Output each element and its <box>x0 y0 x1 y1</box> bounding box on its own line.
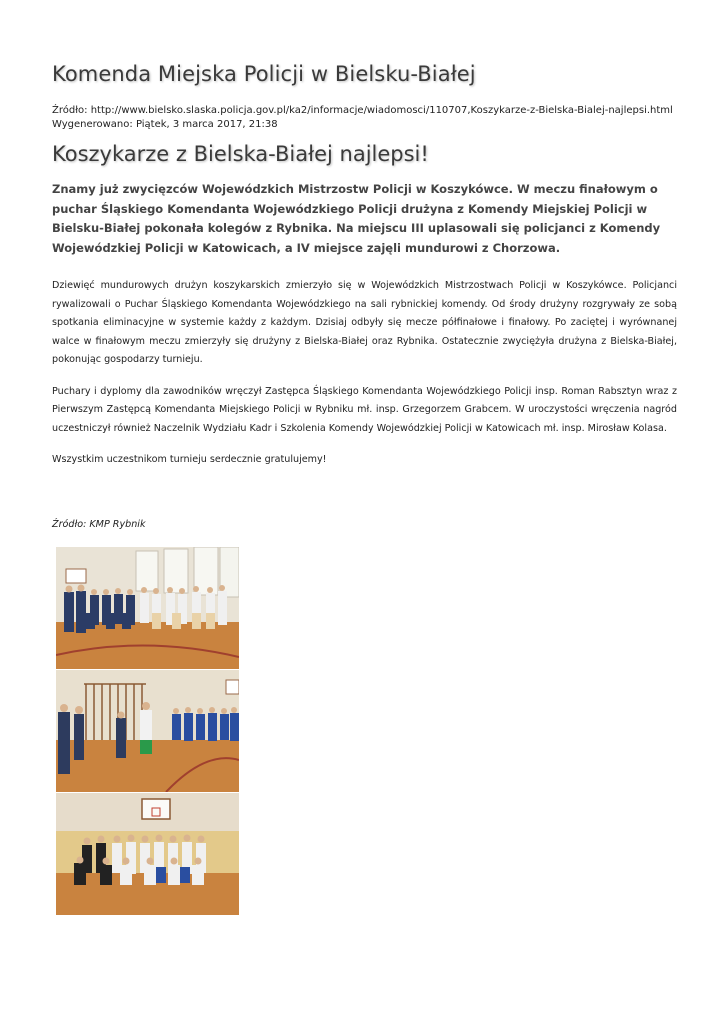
body-paragraph-3: Wszystkim uczestnikom turnieju serdecznie gratulujemy! <box>52 454 327 465</box>
photo-team-group-1 <box>56 547 239 669</box>
photo-source: Źródło: KMP Rybnik <box>52 519 146 530</box>
source-url-line: Źródło: http://www.bielsko.slaska.policja.gov.pl/ka2/informacje/wiadomosci/110707,Koszykarze-z-Bielska-Bialej-najlepsi.html <box>52 105 673 116</box>
body-paragraph-2: Puchary i dyplomy dla zawodników wręczył Zastępca Śląskiego Komendanta Wojewódzkiego Policji insp. Roman Rabsztyn wraz z Pierwszym Zastępcą Komendanta Miejskiego Policji w Rybniku mł. insp. Grzegorzem Grabcem. W uroczystości wręczenia nagród uczestniczył również Naczelnik Wydziału Kadr i Szkolenia Komendy Wojewódzkiej Policji w Katowicach mł. insp. Mirosław Kolasa. <box>52 385 677 434</box>
meta-info <box>52 104 692 132</box>
article-lead: Znamy już zwycięzców Wojewódzkich Mistrzostw Policji w Koszykówce. W meczu finałowym o puchar Śląskiego Komendanta Wojewódzkiego Policji drużyna z Komendy Miejskiej Policji w Bielsku-Białej pokonała kolegów z Rybnika. Na miejscu III uplasowali się policjanci z Komendy Wojewódzkiej Policji w Katowicach, a IV miejsce zajęli mundurowi z Chorzowa. <box>52 182 661 255</box>
photo-award-ceremony <box>56 670 239 792</box>
body-paragraph-1: Dziewięć mundurowych drużyn koszykarskich zmierzyło się w Wojewódzkich Mistrzostwach Policji w Koszykówce. Policjanci rywalizowali o Puchar Śląskiego Komendanta Wojewódzkiego na sali rybnickiej komendy. Od środy drużyny rozgrywały ze sobą spotkania eliminacyjne w systemie każdy z każdym. Dzisiaj odbyły się mecze półfinałowe i finałowy. Po zaciętej i wyrównanej walce w finałowym meczu zmierzyły się drużyny z Bielska-Białej oraz Rybnika. Ostatecznie zwyciężyła drużyna z Bielska-Białej, pokonując gospodarzy turnieju. <box>52 280 677 365</box>
generated-date-line: Wygenerowano: Piątek, 3 marca 2017, 21:38 <box>52 119 278 130</box>
photo-team-group-2 <box>56 793 239 915</box>
article-title: Koszykarze z Bielska-Białej najlepsi! <box>52 142 429 166</box>
site-title: Komenda Miejska Policji w Bielsku-Białej <box>52 62 476 86</box>
article-body <box>52 277 677 483</box>
